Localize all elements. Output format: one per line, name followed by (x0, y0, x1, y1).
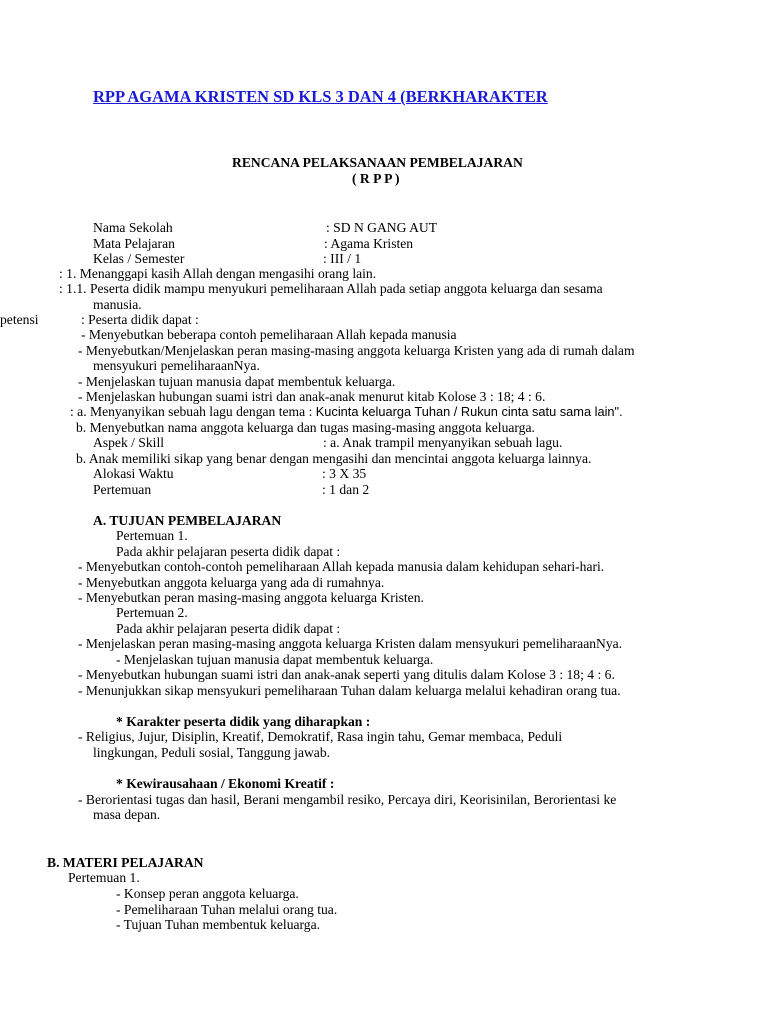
indikator-item: - Menjelaskan hubungan suami istri dan anak-anak menurut kitab Kolose 3 : 18; 4 : 6. (78, 389, 546, 404)
tujuan-item: - Menjelaskan peran masing-masing anggota keluarga Kristen dalam mensyukuri pemeliharaanNya. (78, 636, 623, 651)
rpp-heading: RENCANA PELAKSANAAN PEMBELAJARAN (232, 155, 523, 170)
indikator-song-lead: : a. Menyanyikan sebuah lagu dengan tema : (70, 404, 313, 419)
materi-item: - Pemeliharaan Tuhan melalui orang tua. (116, 902, 338, 917)
indikator-song-theme: Kucinta keluarga Tuhan / Rukun cinta satu sama lain". (315, 404, 623, 419)
rpp-heading-abbr: ( R P P ) (352, 171, 400, 186)
indikator-item: b. Menyebutkan nama anggota keluarga dan tugas masing-masing anggota keluarga. (76, 420, 535, 435)
school-value: : SD N GANG AUT (326, 220, 438, 235)
karakter-list: - Religius, Jujur, Disiplin, Kreatif, Demokratif, Rasa ingin tahu, Gemar membaca, Peduli (78, 729, 563, 744)
indikator-item: - Menjelaskan tujuan manusia dapat membentuk keluarga. (78, 374, 396, 389)
tujuan-item: - Menyebutkan anggota keluarga yang ada di rumahnya. (78, 575, 385, 590)
kewirausahaan-list: - Berorientasi tugas dan hasil, Berani mengambil resiko, Percaya diri, Keorisinilan, Berorientasi ke (78, 792, 617, 807)
materi-item: - Tujuan Tuhan membentuk keluarga. (116, 917, 321, 932)
alokasi-value: : 3 X 35 (322, 466, 367, 481)
aspek-label: Aspek / Skill (93, 435, 164, 450)
kompetensi-dasar-cont: manusia. (93, 297, 142, 312)
document-title[interactable]: RPP AGAMA KRISTEN SD KLS 3 DAN 4 (BERKHARAKTER (93, 87, 548, 106)
school-label: Nama Sekolah (93, 220, 173, 235)
class-label: Kelas / Semester (93, 251, 185, 266)
class-value: : III / 1 (323, 251, 362, 266)
indikator-intro: : Peserta didik dapat : (81, 312, 199, 327)
tujuan-intro: Pada akhir pelajaran peserta didik dapat : (116, 621, 341, 636)
section-a-heading: A. TUJUAN PEMBELAJARAN (93, 513, 282, 528)
materi-pertemuan-1: Pertemuan 1. (68, 870, 140, 885)
tujuan-intro: Pada akhir pelajaran peserta didik dapat : (116, 544, 341, 559)
aspek-value: : a. Anak trampil menyanyikan sebuah lagu. (323, 435, 563, 450)
tujuan-item: - Menjelaskan tujuan manusia dapat membentuk keluarga. (116, 652, 434, 667)
karakter-heading: * Karakter peserta didik yang diharapkan : (116, 714, 371, 729)
subject-value: : Agama Kristen (324, 236, 414, 251)
section-b-heading: B. MATERI PELAJARAN (47, 855, 204, 870)
karakter-list-cont: lingkungan, Peduli sosial, Tanggung jawab. (93, 745, 331, 760)
indikator-item: b. Anak memiliki sikap yang benar dengan mengasihi dan mencintai anggota keluarga lainnya. (76, 451, 592, 466)
tujuan-item: - Menunjukkan sikap mensyukuri pemeliharaan Tuhan dalam keluarga melalui kehadiran orang tua. (78, 683, 621, 698)
alokasi-label: Alokasi Waktu (93, 466, 174, 481)
indikator-song (70, 404, 623, 420)
tujuan-item: - Menyebutkan hubungan suami istri dan anak-anak seperti yang ditulis dalam Kolose 3 : 18; 4 : 6. (78, 667, 615, 682)
tujuan-pertemuan-1: Pertemuan 1. (116, 528, 188, 543)
kewirausahaan-heading: * Kewirausahaan / Ekonomi Kreatif : (116, 776, 335, 791)
tujuan-item: - Menyebutkan contoh-contoh pemeliharaan Allah kepada manusia dalam kehidupan sehari-hari. (78, 559, 605, 574)
kewirausahaan-list-cont: masa depan. (93, 807, 161, 822)
tujuan-pertemuan-2: Pertemuan 2. (116, 605, 188, 620)
materi-item: - Konsep peran anggota keluarga. (116, 886, 299, 901)
indikator-label: petensi (0, 312, 39, 327)
kompetensi-dasar: : 1.1. Peserta didik mampu menyukuri pemeliharaan Allah pada setiap anggota keluarga dan sesama (59, 281, 603, 296)
indikator-item: - Menyebutkan/Menjelaskan peran masing-masing anggota keluarga Kristen yang ada di rumah dalam (78, 343, 635, 358)
tujuan-item: - Menyebutkan peran masing-masing anggota keluarga Kristen. (78, 590, 424, 605)
pertemuan-label: Pertemuan (93, 482, 152, 497)
indikator-item-cont: mensyukuri pemeliharaanNya. (93, 358, 260, 373)
subject-label: Mata Pelajaran (93, 236, 175, 251)
indikator-item: - Menyebutkan beberapa contoh pemeliharaan Allah kepada manusia (81, 327, 457, 342)
pertemuan-value: : 1 dan 2 (322, 482, 370, 497)
standar-kompetensi: : 1. Menanggapi kasih Allah dengan mengasihi orang lain. (59, 266, 377, 281)
